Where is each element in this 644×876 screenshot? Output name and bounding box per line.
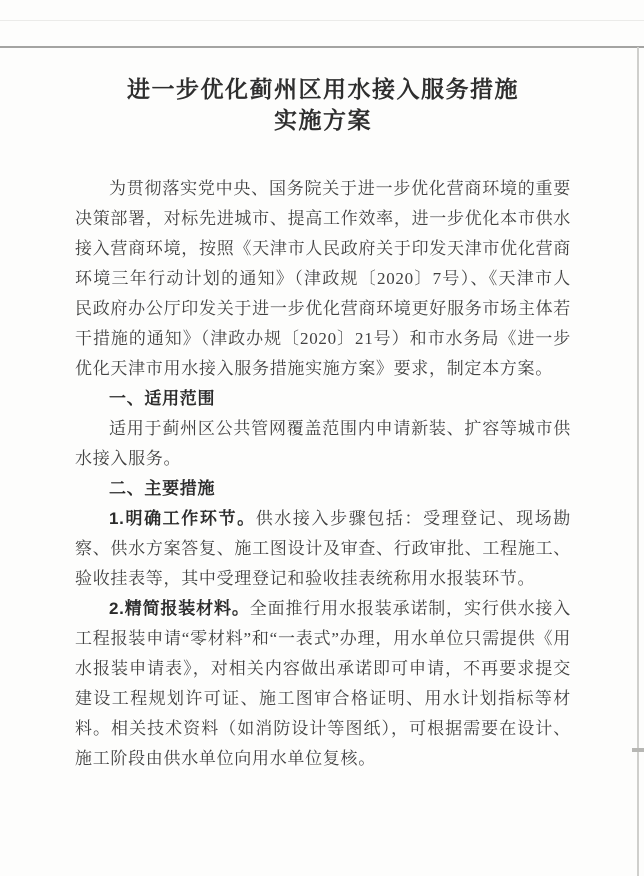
scan-edge-top-faint <box>0 20 644 21</box>
document-content <box>75 74 571 774</box>
measure-1-lead: 1.明确工作环节。 <box>109 509 256 528</box>
measure-2-text: 全面推行用水报装承诺制，实行供水接入工程报装申请“零材料”和“一表式”办理，用水单位只需提供《用水报装申请表》，对相关内容做出承诺即可申请，不再要求提交建设工程规划许可证、施工图审合格证明、用水计划指标等材料。相关技术资料（如消防设计等图纸），可根据需要在设计、施工阶段由供水单位向用水单位复核。 <box>75 599 571 768</box>
scan-edge-top <box>0 46 644 48</box>
paragraph-scope: 适用于蓟州区公共管网覆盖范围内申请新装、扩容等城市供水接入服务。 <box>75 419 571 468</box>
measure-1-text: 供水接入步骤包括：受理登记、现场勘察、供水方案答复、施工图设计及审查、行政审批、工程施工、验收挂表等，其中受理登记和验收挂表统称用水报装环节。 <box>75 509 571 588</box>
measure-2-lead: 2.精简报装材料。 <box>109 599 250 618</box>
document-title <box>75 74 571 136</box>
document-title-line-2: 实施方案 <box>274 107 372 133</box>
paragraph-preamble: 为贯彻落实党中央、国务院关于进一步优化营商环境的重要决策部署，对标先进城市、提高工作效率，进一步优化本市供水接入营商环境，按照《天津市人民政府关于印发天津市优化营商环境三年行动计划的通知》（津政规〔2020〕7号）、《天津市人民政府办公厅印发关于进一步优化营商环境更好服务市场主体若干措施的通知》（津政办规〔2020〕21号）和市水务局《进一步优化天津市用水接入服务措施实施方案》要求，制定本方案。 <box>75 179 571 378</box>
paragraph-measure-2 <box>75 594 571 774</box>
document-title-line-1: 进一步优化蓟州区用水接入服务措施 <box>127 76 519 102</box>
scan-mark-right <box>632 748 644 752</box>
section-heading-scope: 一、适用范围 <box>109 389 216 408</box>
section-heading-measures: 二、主要措施 <box>109 479 216 498</box>
paragraph-measure-1 <box>75 504 571 594</box>
